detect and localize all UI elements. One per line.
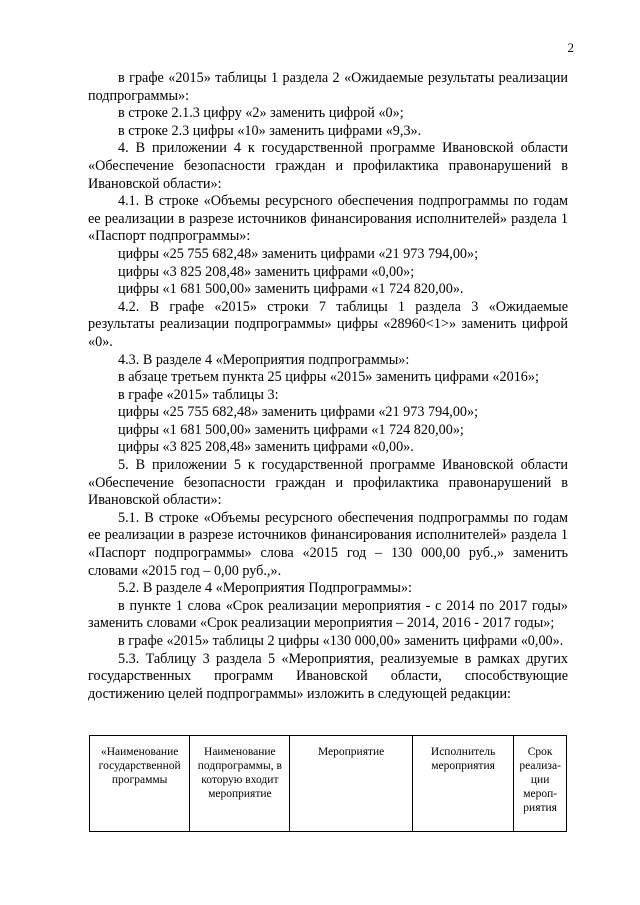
page-number: 2: [567, 40, 574, 55]
paragraph: 5.2. В разделе 4 «Мероприятия Подпрограммы»:: [118, 580, 412, 597]
table-header-cell: Исполнитель мероприятия: [412, 736, 513, 832]
paragraph: 4.3. В разделе 4 «Мероприятия подпрограммы»:: [118, 351, 410, 368]
table-header-row: [90, 736, 567, 832]
table-header-cell: Срок реализа-ции мероп-риятия: [514, 736, 567, 832]
paragraph: 4.2. В графе «2015» строки 7 таблицы 1 раздела 3 «Ожидаемые результаты реализации подпрограммы» цифры «28960<1>» заменить цифрой «0».: [88, 298, 568, 350]
paragraph: 4. В приложении 4 к государственной программе Ивановской области «Обеспечение безопасности граждан и профилактика правонарушений в Ивановской области»:: [88, 140, 568, 192]
measures-table: [89, 735, 567, 832]
paragraph: в графе «2015» таблицы 2 цифры «130 000,00» заменить цифрами «0,00».: [118, 633, 564, 649]
paragraph: 5. В приложении 5 к государственной программе Ивановской области «Обеспечение безопасности граждан и профилактика правонарушений в Ивановской области»:: [88, 457, 568, 509]
paragraph: в графе «2015» таблицы 1 раздела 2 «Ожидаемые результаты реализации подпрограммы»:: [88, 70, 568, 104]
table-header-cell: Мероприятие: [290, 736, 412, 832]
table-header-cell: «Наименование государственной программы: [90, 736, 190, 832]
paragraph: цифры «3 825 208,48» заменить цифрами «0,00»;: [118, 263, 415, 280]
paragraph: в строке 2.1.3 цифру «2» заменить цифрой «0»;: [118, 105, 404, 122]
paragraph: в абзаце третьем пункта 25 цифры «2015» заменить цифрами «2016»;: [118, 369, 539, 386]
paragraph: в строке 2.3 цифры «10» заменить цифрами «9,3».: [118, 122, 422, 139]
paragraph: цифры «25 755 682,48» заменить цифрами «21 973 794,00»;: [118, 245, 479, 262]
document-body: [88, 70, 568, 703]
paragraph: 5.3. Таблицу 3 раздела 5 «Мероприятия, реализуемые в рамках других государственных программ Ивановской области, способствующие достижению целей подпрограммы» изложить в следующей редакции:: [88, 650, 568, 702]
paragraph: цифры «1 681 500,00» заменить цифрами «1 724 820,00».: [118, 281, 464, 298]
paragraph: цифры «1 681 500,00» заменить цифрами «1 724 820,00»;: [118, 421, 464, 438]
paragraph: цифры «3 825 208,48» заменить цифрами «0,00».: [118, 439, 414, 456]
table-header-cell: Наименование подпрограммы, в которую входит мероприятие: [190, 736, 290, 832]
paragraph: 5.1. В строке «Объемы ресурсного обеспечения подпрограммы по годам ее реализации в разрезе источников финансирования исполнителей» раздела 1 «Паспорт подпрограммы» слова «2015 год – 130 000,00 руб.,» заменить словами «2015 год – 0,00 руб.,».: [88, 509, 568, 579]
paragraph: 4.1. В строке «Объемы ресурсного обеспечения подпрограммы по годам ее реализации в разрезе источников финансирования исполнителей» раздела 1 «Паспорт подпрограммы»:: [88, 193, 568, 245]
paragraph: в пункте 1 слова «Срок реализации мероприятия - с 2014 по 2017 годы» заменить словами «Срок реализации мероприятия – 2014, 2016 - 2017 годы»;: [88, 597, 568, 632]
paragraph: цифры «25 755 682,48» заменить цифрами «21 973 794,00»;: [118, 404, 479, 421]
paragraph: в графе «2015» таблицы 3:: [118, 386, 279, 403]
